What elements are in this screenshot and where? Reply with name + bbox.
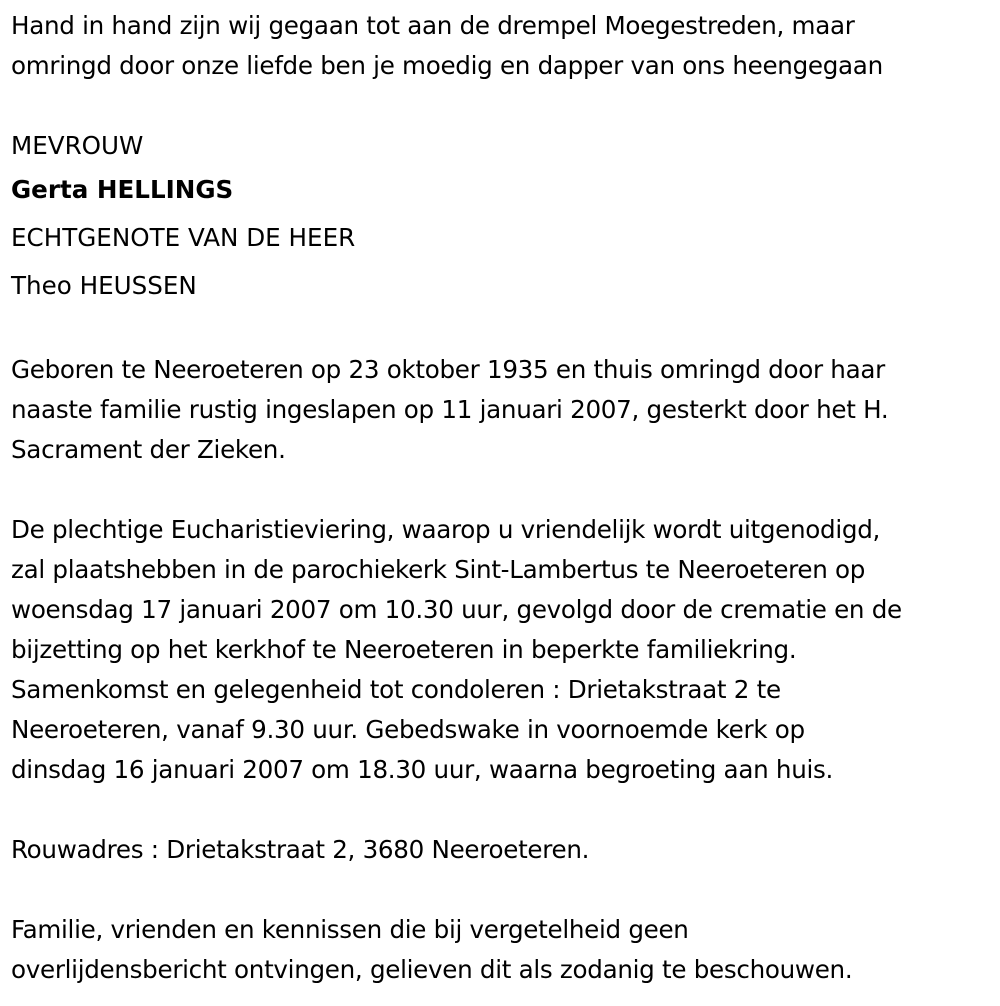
address-section	[11, 830, 996, 870]
birth-death-line-2: naaste familie rustig ingeslapen op 11 januari 2007, gesterkt door het H.	[11, 395, 889, 424]
ceremony-line-1: De plechtige Eucharistieviering, waarop u vriendelijk wordt uitgenodigd,	[11, 515, 881, 544]
ceremony-section	[11, 510, 996, 790]
spacer	[11, 870, 996, 910]
obituary-document	[11, 0, 996, 990]
mourning-address: Rouwadres : Drietakstraat 2, 3680 Neeroeteren.	[11, 835, 590, 864]
birth-death-section	[11, 350, 996, 470]
spacer	[11, 470, 996, 510]
birth-death-line-1: Geboren te Neeroeteren op 23 oktober 1935 en thuis omringd door haar	[11, 355, 885, 384]
spacer	[11, 790, 996, 830]
ceremony-line-5: Samenkomst en gelegenheid tot condoleren : Drietakstraat 2 te	[11, 675, 781, 704]
deceased-relation: ECHTGENOTE VAN DE HEER	[11, 223, 356, 252]
birth-death-line-3: Sacrament der Zieken.	[11, 435, 286, 464]
spacer	[11, 310, 996, 350]
spouse-name: Theo HEUSSEN	[11, 271, 197, 300]
closing-line-2: overlijdensbericht ontvingen, gelieven dit als zodanig te beschouwen.	[11, 955, 853, 984]
ceremony-line-2: zal plaatshebben in de parochiekerk Sint-Lambertus te Neeroeteren op	[11, 555, 866, 584]
ceremony-line-3: woensdag 17 januari 2007 om 10.30 uur, gevolgd door de crematie en de	[11, 595, 902, 624]
motto-section	[11, 6, 996, 86]
deceased-name: Gerta HELLINGS	[11, 175, 234, 204]
ceremony-line-4: bijzetting op het kerkhof te Neeroeteren in beperkte familiekring.	[11, 635, 797, 664]
ceremony-line-6: Neeroeteren, vanaf 9.30 uur. Gebedswake in voornoemde kerk op	[11, 715, 805, 744]
deceased-section	[11, 126, 996, 310]
motto-line-2: omringd door onze liefde ben je moedig en dapper van ons heengegaan	[11, 51, 883, 80]
motto-line-1: Hand in hand zijn wij gegaan tot aan de drempel Moegestreden, maar	[11, 11, 855, 40]
spacer	[11, 86, 996, 126]
closing-line-1: Familie, vrienden en kennissen die bij vergetelheid geen	[11, 915, 689, 944]
ceremony-line-7: dinsdag 16 januari 2007 om 18.30 uur, waarna begroeting aan huis.	[11, 755, 834, 784]
closing-section	[11, 910, 996, 990]
deceased-title: MEVROUW	[11, 131, 144, 160]
